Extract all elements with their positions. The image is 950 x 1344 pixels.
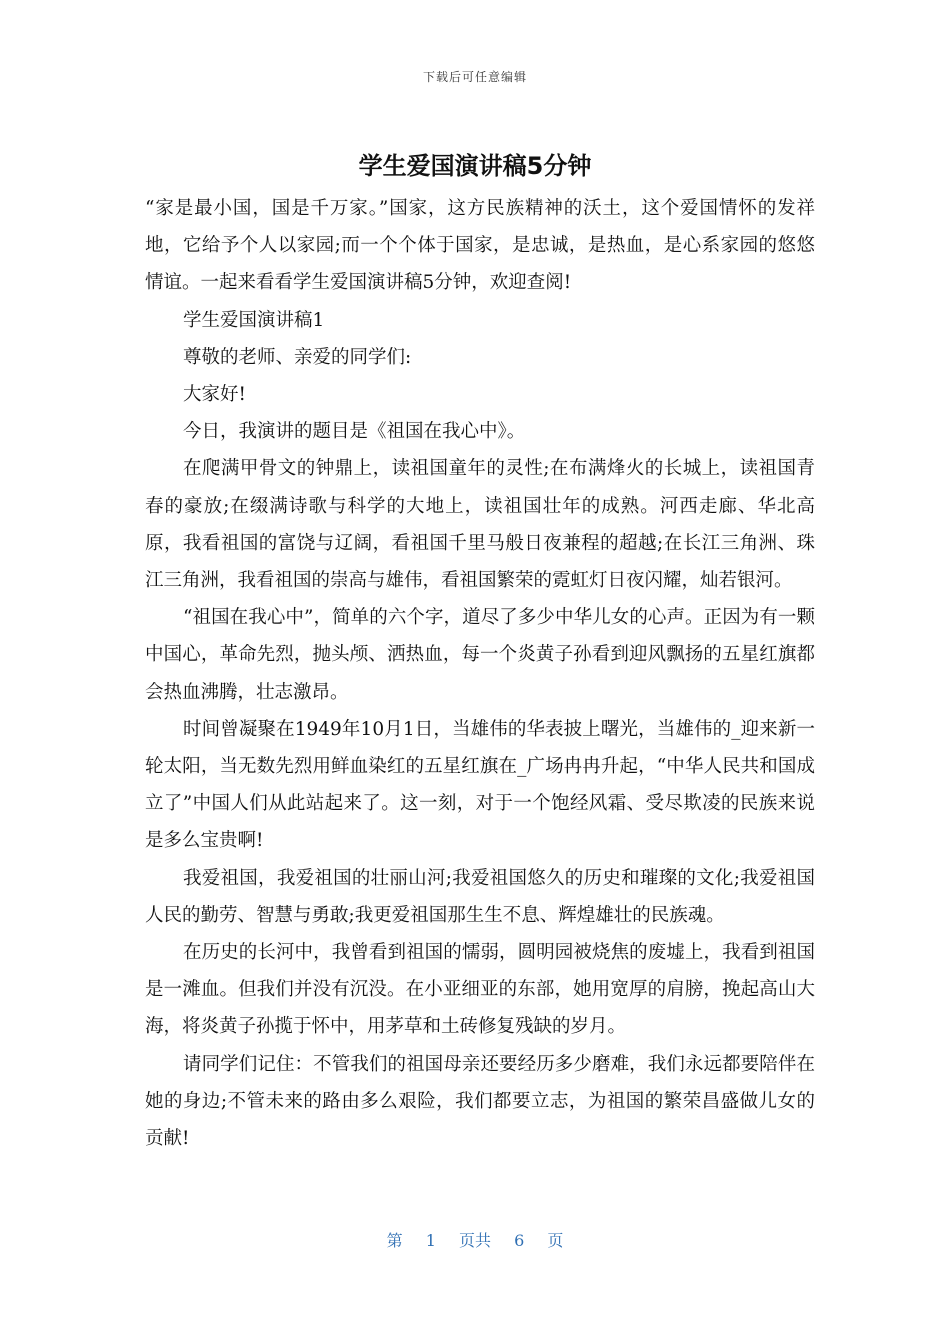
paragraph-body: 我爱祖国，我爱祖国的壮丽山河;我爱祖国悠久的历史和璀璨的文化;我爱祖国人民的勤劳、智慧与勇敢;我更爱祖国那生生不息、辉煌雄壮的民族魂。 [145,867,815,926]
paragraph-body: “祖国在我心中”，简单的六个字，道尽了多少中华儿女的心声。正因为有一颗中国心，革命先烈，抛头颅、洒热血，每一个炎黄子孙看到迎风飘扬的五星红旗都会热血沸腾，壮志激昂。 [145,607,815,703]
paragraph-topic: 今日，我演讲的题目是《祖国在我心中》。 [183,421,526,443]
header-note: 下载后可任意编辑 [422,70,527,84]
paragraph-greeting: 大家好! [183,384,246,406]
footer-middle: 页共 [458,1231,491,1250]
paragraph-speech-heading: 学生爱国演讲稿1 [183,309,325,331]
footer-suffix: 页 [547,1231,564,1250]
paragraph-body: 在历史的长河中，我曾看到祖国的懦弱，圆明园被烧焦的废墟上，我看到祖国是一滩血。但我们并没有沉没。在小亚细亚的东部，她用宽厚的肩膀，挽起高山大海，将炎黄子孙揽于怀中，用茅草和土砖修复残缺的岁月。 [145,942,815,1038]
footer-prefix: 第 [386,1231,403,1250]
document-body [145,190,815,1157]
paragraph-intro: “家是最小国，国是千万家。”国家，这方民族精神的沃土，这个爱国情怀的发祥地，它给予个人以家园;而一个个体于国家，是忠诚，是热血，是心系家园的悠悠情谊。一起来看看学生爱国演讲稿5分钟，欢迎查阅! [145,198,815,294]
footer-total-pages: 6 [514,1231,525,1250]
paragraph-salutation: 尊敬的老师、亲爱的同学们: [183,346,412,368]
footer-current-page: 1 [425,1231,436,1250]
paragraph-body: 在爬满甲骨文的钟鼎上，读祖国童年的灵性;在布满烽火的长城上，读祖国青春的豪放;在缀满诗歌与科学的大地上，读祖国壮年的成熟。河西走廊、华北高原，我看祖国的富饶与辽阔，看祖国千里马般日夜兼程的超越;在长江三角洲、珠江三角洲，我看祖国的崇高与雄伟，看祖国繁荣的霓虹灯日夜闪耀，灿若银河。 [145,458,815,592]
document-title: 学生爱国演讲稿5分钟 [358,152,592,180]
page-footer [0,1228,950,1251]
paragraph-body: 时间曾凝聚在1949年10月1日，当雄伟的华表披上曙光，当雄伟的_迎来新一轮太阳，当无数先烈用鲜血染红的五星红旗在_广场冉冉升起，“中华人民共和国成立了”中国人们从此站起来了。这一刻，对于一个饱经风霜、受尽欺凌的民族来说是多么宝贵啊! [145,718,815,852]
paragraph-body: 请同学们记住：不管我们的祖国母亲还要经历多少磨难，我们永远都要陪伴在她的身边;不管未来的路由多么艰险，我们都要立志，为祖国的繁荣昌盛做儿女的贡献! [145,1053,815,1150]
